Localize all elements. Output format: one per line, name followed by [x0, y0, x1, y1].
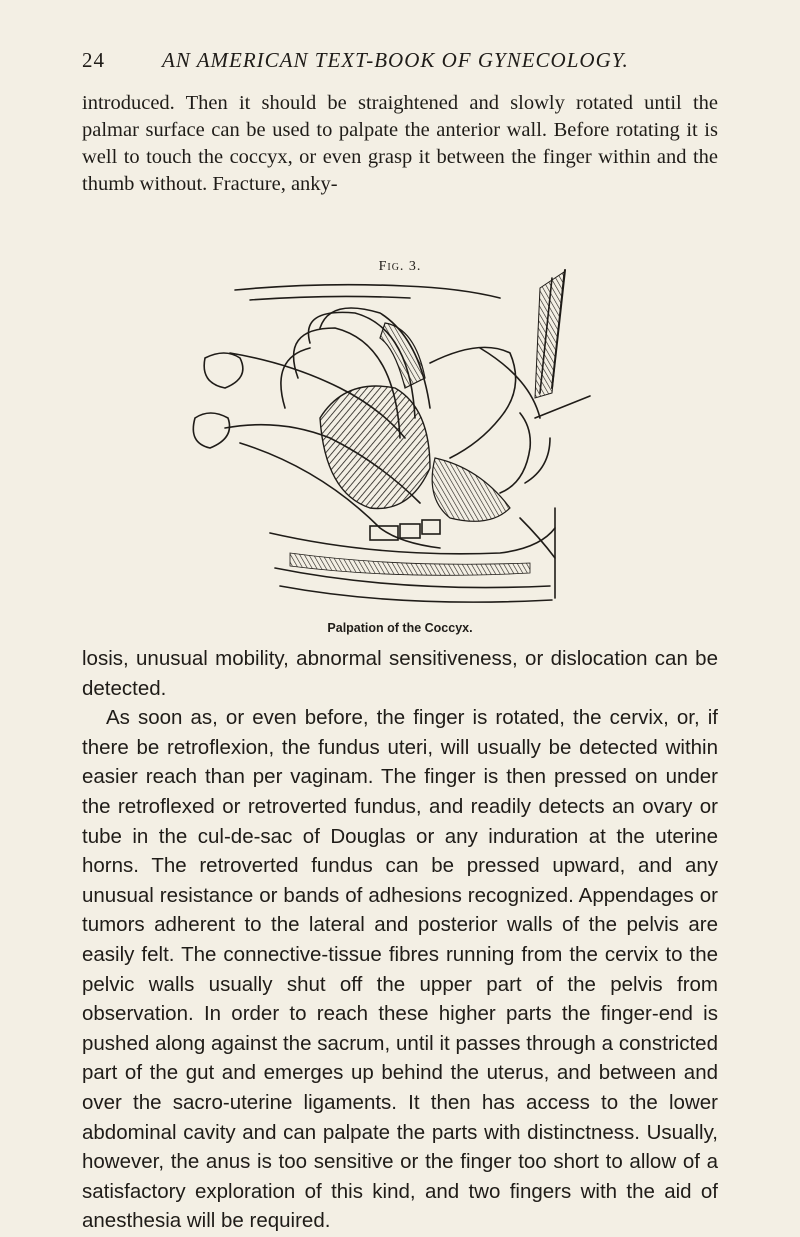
- page-header: [82, 48, 722, 74]
- opening-paragraph: introduced. Then it should be straightened and slowly rotated until the palmar surface can be used to palpate the anterior wall. Before rotating it is well to touch the coccyx, or even grasp it between the finger within and the thumb without. Fracture, anky-: [82, 92, 718, 195]
- figure-caption: Palpation of the Coccyx.: [327, 621, 473, 635]
- page-number: 24: [82, 48, 105, 72]
- body-text: [82, 644, 718, 1236]
- figure-label: Fig. 3.: [378, 259, 422, 274]
- main-paragraph: As soon as, or even before, the finger is rotated, the cervix, or, if there be retroflexion, the fundus uteri, will usually be detected within easier reach than per vaginam. The finger is then pressed on under the retroflexed or retroverted fundus, and readily detects an ovary or tube in the cul-de-sac of Douglas or any induration at the uterine horns. The retroverted fundus can be pressed upward, and any unusual resistance or bands of adhesions recognized. Appendages or tumors adherent to the lateral and posterior walls of the pelvis are easily felt. The connective-tissue fibres running from the cervix to the pelvic walls usually shut off the upper part of the pelvis from observation. In order to reach these higher parts the finger-end is pushed along against the sacrum, until it passes through a constricted part of the gut and emerges up behind the uterus, and between and over the sacro-uterine ligaments. It then has access to the lower abdominal cavity and can palpate the parts with distinctness. Usually, however, the anus is too sensitive or the finger too short to allow of a satisfactory exploration of this kind, and two fingers with the aid of anesthesia will be required.: [82, 706, 718, 1233]
- anatomical-illustration: [180, 268, 630, 620]
- running-head: AN AMERICAN TEXT-BOOK OF GYNECOLOGY.: [162, 48, 629, 72]
- continuation-paragraph: losis, unusual mobility, abnormal sensitiveness, or dislocation can be detected.: [82, 647, 718, 700]
